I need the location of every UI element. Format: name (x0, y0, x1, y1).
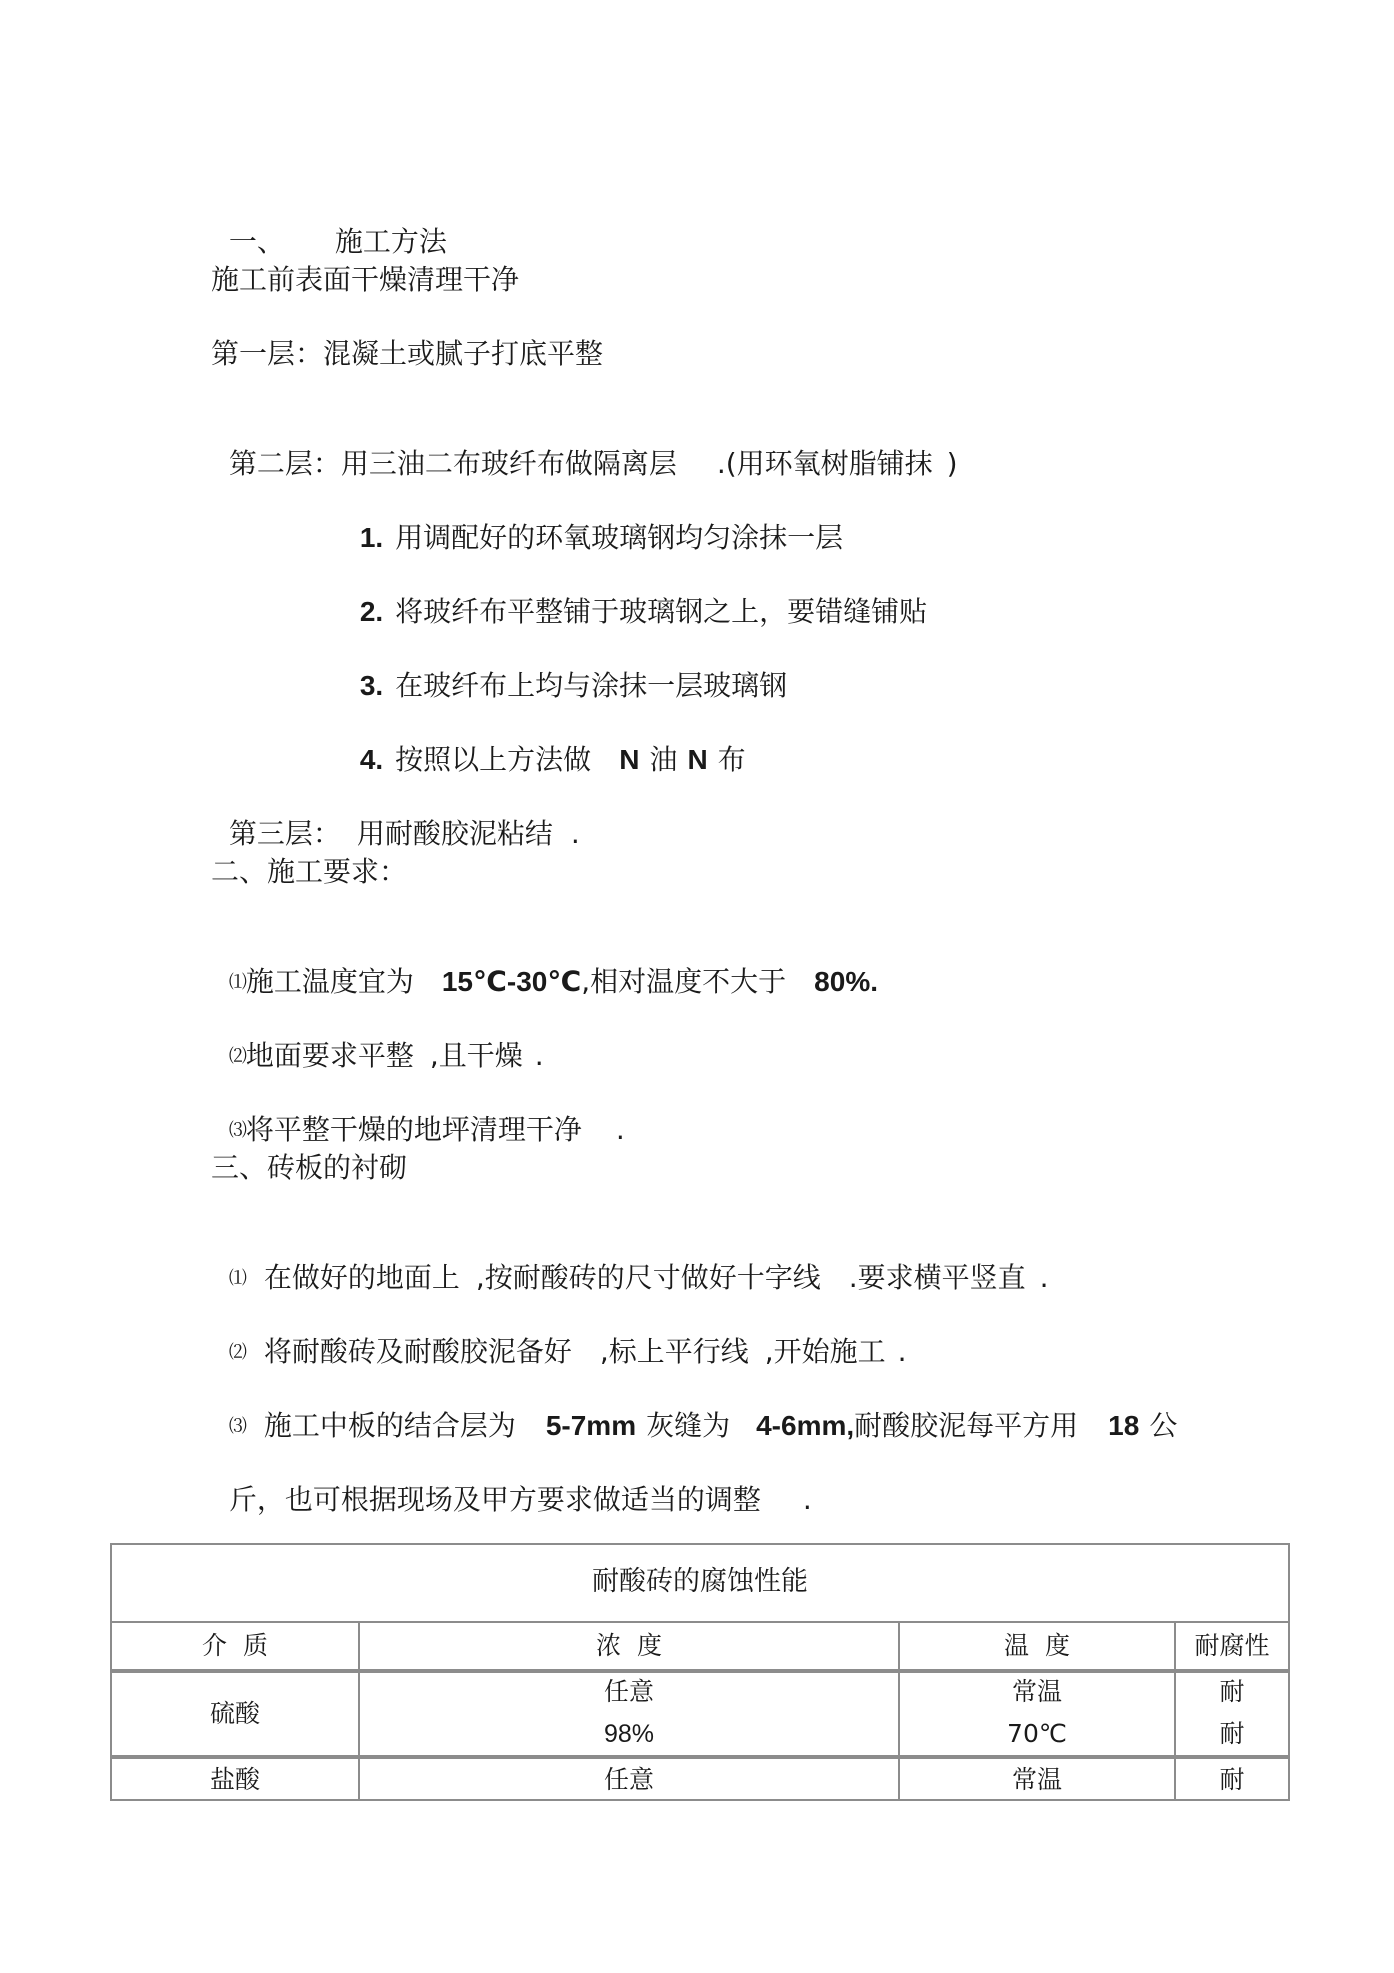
list-marker: ⑴ (228, 1268, 246, 1289)
req3-text-b: . (615, 1113, 625, 1146)
row-sulfuric-temperature-2: 70℃ (1007, 1719, 1067, 1748)
layer3-line (211, 780, 580, 852)
section1-heading-text: 施工方法 (334, 225, 447, 258)
section3-heading: 三、砖板的衬砌 (211, 1151, 408, 1184)
header-resistance: 耐腐性 (1194, 1631, 1270, 1660)
step-2 (342, 558, 927, 630)
prep-line: 施工前表面干燥清理干净 (211, 263, 520, 296)
item1-text-d: . (1039, 1261, 1049, 1294)
table-title: 耐酸砖的腐蚀性能 (592, 1566, 808, 1597)
item3-text-c: 灰缝为 (646, 1409, 731, 1442)
step-text: 按照以上方法做 (395, 743, 592, 776)
req3-text-a: 将平整干燥的地坪清理干净 (245, 1113, 582, 1146)
item3-text-e: 耐酸胶泥每平方用 (854, 1409, 1079, 1442)
row-hydrochloric-resistance: 耐 (1219, 1765, 1245, 1794)
step-number: 2. (359, 596, 384, 627)
layer2-note-close: ) (946, 447, 958, 480)
req2-text-a: 地面要求平整 (245, 1039, 414, 1072)
step-number: 4. (359, 744, 384, 775)
row-sulfuric-concentration-2: 98% (603, 1720, 655, 1748)
row-hydrochloric-medium: 盐酸 (209, 1765, 260, 1794)
layer2-note: .(用环氧树脂铺抹 (716, 447, 933, 480)
layer2-text: 第二层：用三油二布玻纤布做隔离层 (228, 447, 677, 480)
row-sulfuric-temperature-1: 常温 (1011, 1677, 1062, 1706)
item3-joint-width: 4-6mm, (756, 1410, 855, 1441)
item2-text-d: . (897, 1335, 907, 1368)
item2-text-c: ,开始施工 (764, 1335, 886, 1368)
requirement-1 (211, 928, 878, 1001)
item1-text-a: 在做好的地面上 (263, 1261, 460, 1294)
requirement-2 (211, 1002, 544, 1075)
layer3-label: 第三层： (228, 817, 341, 850)
step-text: 将玻纤布平整铺于玻璃钢之上，要错缝铺贴 (395, 595, 928, 628)
list-marker: ⑶ (228, 1416, 246, 1437)
layer3-text: 用耐酸胶泥粘结 (356, 817, 553, 850)
lining-item-1 (211, 1224, 1049, 1297)
header-temperature: 温 度 (1004, 1631, 1070, 1660)
corrosion-table (110, 1543, 1290, 1801)
table-rule (112, 1669, 1288, 1673)
req1-temperature: 15℃-30℃ (441, 966, 582, 997)
step-text: 在玻纤布上均与涂抹一层玻璃钢 (395, 669, 788, 702)
layer2-line (211, 410, 958, 482)
row-hydrochloric-temperature: 常温 (1011, 1765, 1062, 1794)
req2-text-c: . (534, 1039, 544, 1072)
item3-cont-period: . (802, 1483, 812, 1516)
row-sulfuric-concentration-1: 任意 (603, 1677, 654, 1706)
section2-heading: 二、施工要求： (211, 855, 408, 888)
step-end: 布 (717, 743, 746, 776)
item3-bond-thickness: 5-7mm (545, 1410, 637, 1441)
step-n2: N (687, 744, 708, 775)
layer1-line: 第一层：混凝土或腻子打底平整 (211, 337, 604, 370)
list-marker: ⑴ (228, 972, 246, 993)
item1-text-b: ,按耐酸砖的尺寸做好十字线 (475, 1261, 821, 1294)
header-medium: 介 质 (202, 1631, 268, 1660)
step-mid: 油 (649, 743, 678, 776)
step-1 (342, 484, 843, 556)
row-sulfuric-resistance-1: 耐 (1219, 1677, 1245, 1706)
item2-text-a: 将耐酸砖及耐酸胶泥备好 (263, 1335, 572, 1368)
table-rule (112, 1621, 1288, 1623)
item1-text-c: .要求横平竖直 (848, 1261, 1026, 1294)
step-4 (342, 706, 746, 778)
step-n1: N (619, 744, 640, 775)
row-hydrochloric-concentration: 任意 (603, 1765, 654, 1794)
lining-item-3-continued (211, 1446, 812, 1518)
step-number: 3. (359, 670, 384, 701)
item3-unit: 公 (1149, 1409, 1178, 1442)
req1-humidity: 80%. (814, 966, 878, 997)
item2-text-b: ,标上平行线 (599, 1335, 749, 1368)
requirement-3 (211, 1076, 625, 1149)
req1-text-a: 施工温度宜为 (245, 965, 414, 998)
item3-quantity: 18 (1108, 1410, 1140, 1441)
list-marker: ⑶ (228, 1120, 246, 1141)
row-sulfuric-medium: 硫酸 (209, 1699, 260, 1728)
list-marker: ⑵ (228, 1342, 246, 1363)
item3-cont-text: 斤，也可根据现场及甲方要求做适当的调整 (228, 1483, 761, 1516)
section1-heading-number: 一、 (228, 225, 285, 258)
lining-item-3 (211, 1372, 1177, 1445)
header-concentration: 浓 度 (596, 1631, 662, 1660)
list-marker: ⑵ (228, 1046, 246, 1067)
step-number: 1. (359, 522, 384, 553)
item3-text-a: 施工中板的结合层为 (263, 1409, 516, 1442)
req2-text-b: ,且干燥 (429, 1039, 523, 1072)
step-text: 用调配好的环氧玻璃钢均匀涂抹一层 (395, 521, 844, 554)
table-rule (112, 1755, 1288, 1759)
layer3-period: . (570, 817, 580, 850)
section1-heading (211, 188, 447, 260)
row-sulfuric-resistance-2: 耐 (1219, 1719, 1245, 1748)
step-3 (342, 632, 787, 704)
lining-item-2 (211, 1298, 907, 1371)
req1-text-c: ,相对温度不大于 (581, 965, 787, 998)
